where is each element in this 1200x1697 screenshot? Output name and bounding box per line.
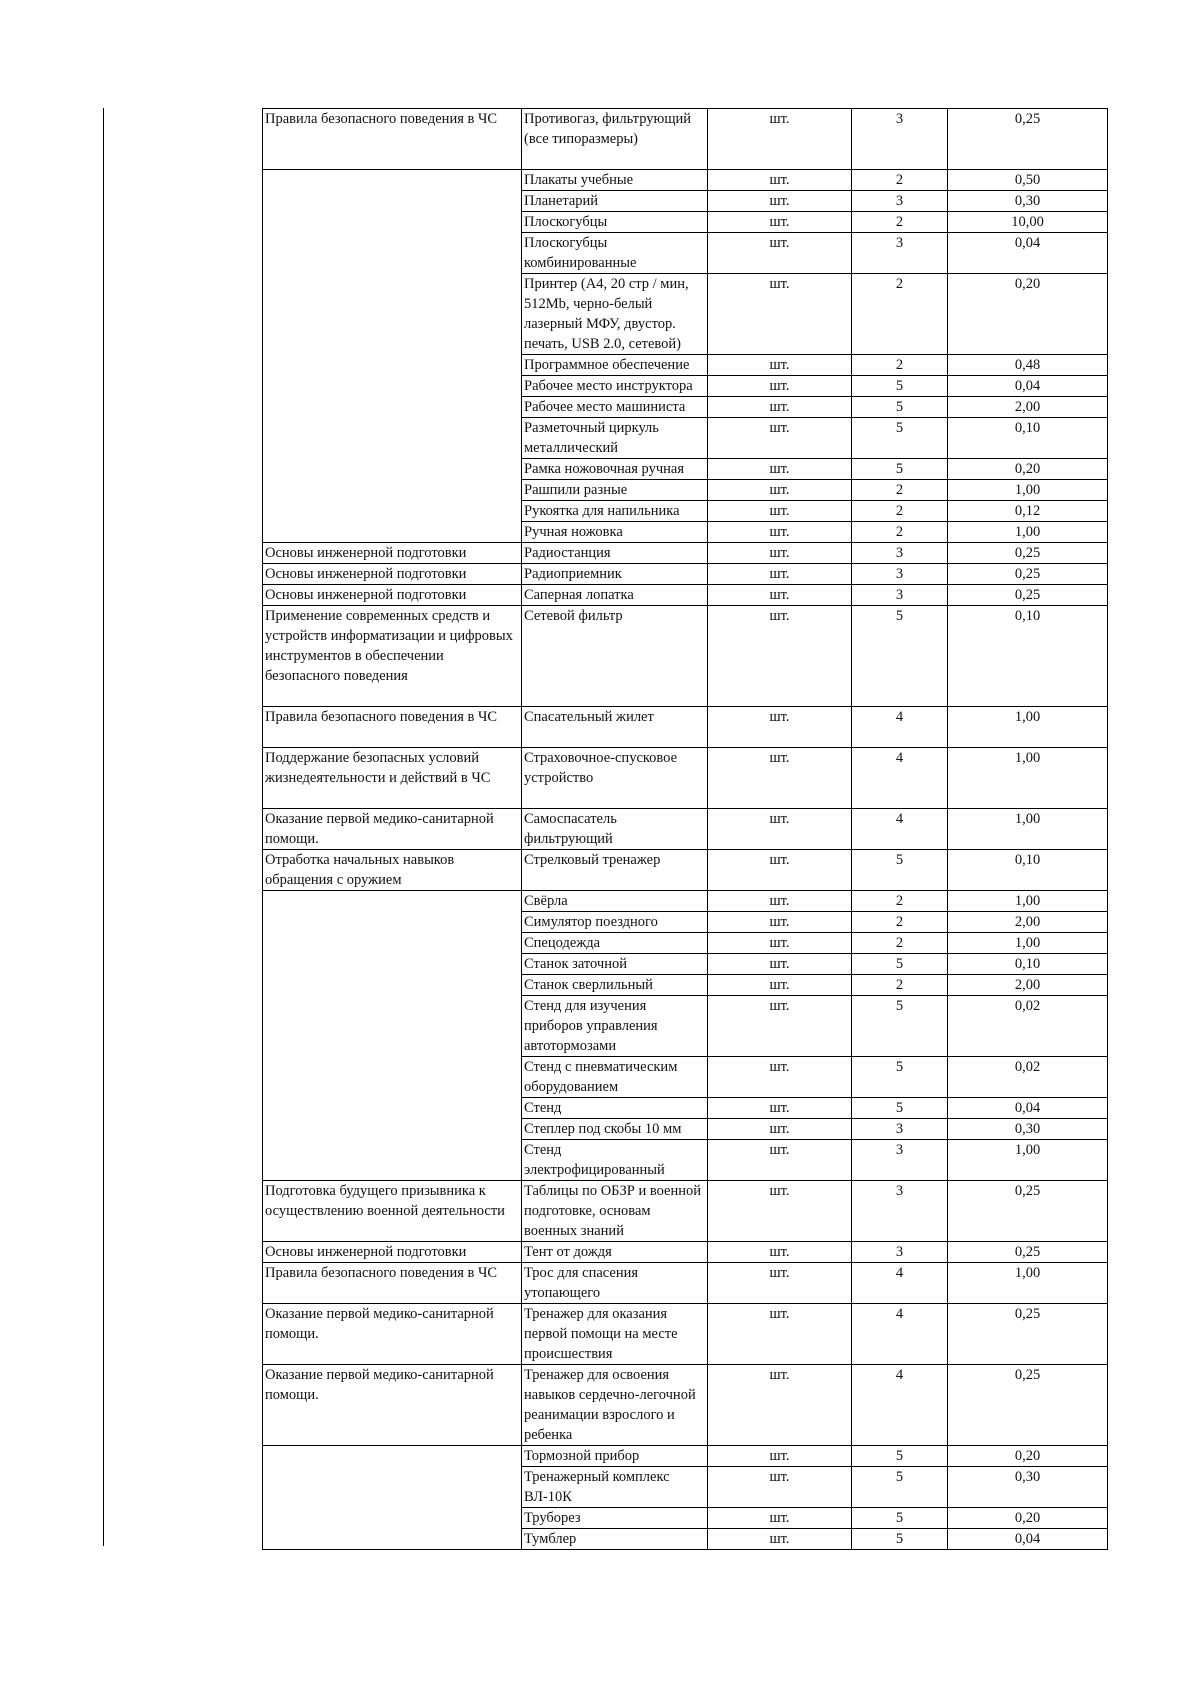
unit-cell: шт. xyxy=(708,522,852,543)
item-name-cell: Рукоятка для напильника xyxy=(522,501,708,522)
value-cell: 0,10 xyxy=(948,606,1108,707)
table-row xyxy=(263,850,1108,891)
unit-cell: шт. xyxy=(708,975,852,996)
section-cell: Оказание первой медико-санитарной помощи. xyxy=(263,1304,522,1365)
table-row xyxy=(263,543,1108,564)
value-cell: 2,00 xyxy=(948,397,1108,418)
value-cell: 1,00 xyxy=(948,933,1108,954)
table-row xyxy=(263,891,1108,912)
unit-cell: шт. xyxy=(708,1263,852,1304)
unit-cell: шт. xyxy=(708,274,852,355)
quantity-cell: 3 xyxy=(852,585,948,606)
item-name-cell: Рашпили разные xyxy=(522,480,708,501)
item-name-cell: Тормозной прибор xyxy=(522,1446,708,1467)
section-cell: Применение современных средств и устройств информатизации и цифровых инструментов в обеспечении безопасного поведения xyxy=(263,606,522,707)
section-cell: Правила безопасного поведения в ЧС xyxy=(263,707,522,748)
section-cell: Оказание первой медико-санитарной помощи. xyxy=(263,1365,522,1446)
table-row xyxy=(263,1304,1108,1365)
quantity-cell: 5 xyxy=(852,1529,948,1550)
unit-cell: шт. xyxy=(708,1529,852,1550)
quantity-cell: 5 xyxy=(852,376,948,397)
item-name-cell: Плоскогубцы комбинированные xyxy=(522,233,708,274)
item-name-cell: Тренажер для оказания первой помощи на месте происшествия xyxy=(522,1304,708,1365)
item-name-cell: Стенд с пневматическим оборудованием xyxy=(522,1057,708,1098)
item-name-cell: Таблицы по ОБЗР и военной подготовке, основам военных знаний xyxy=(522,1181,708,1242)
unit-cell: шт. xyxy=(708,748,852,809)
item-name-cell: Тренажерный комплекс ВЛ-10К xyxy=(522,1467,708,1508)
item-name-cell: Планетарий xyxy=(522,191,708,212)
unit-cell: шт. xyxy=(708,191,852,212)
value-cell: 0,25 xyxy=(948,1181,1108,1242)
quantity-cell: 5 xyxy=(852,1446,948,1467)
quantity-cell: 4 xyxy=(852,748,948,809)
unit-cell: шт. xyxy=(708,501,852,522)
table-row xyxy=(263,748,1108,809)
item-name-cell: Сетевой фильтр xyxy=(522,606,708,707)
quantity-cell: 5 xyxy=(852,397,948,418)
unit-cell: шт. xyxy=(708,1446,852,1467)
quantity-cell: 5 xyxy=(852,418,948,459)
value-cell: 1,00 xyxy=(948,480,1108,501)
item-name-cell: Свёрла xyxy=(522,891,708,912)
quantity-cell: 5 xyxy=(852,996,948,1057)
unit-cell: шт. xyxy=(708,1057,852,1098)
unit-cell: шт. xyxy=(708,891,852,912)
unit-cell: шт. xyxy=(708,480,852,501)
quantity-cell: 5 xyxy=(852,606,948,707)
section-cell: Основы инженерной подготовки xyxy=(263,1242,522,1263)
item-name-cell: Плакаты учебные xyxy=(522,170,708,191)
table-row xyxy=(263,606,1108,707)
value-cell: 0,20 xyxy=(948,1508,1108,1529)
value-cell: 1,00 xyxy=(948,891,1108,912)
quantity-cell: 2 xyxy=(852,933,948,954)
value-cell: 1,00 xyxy=(948,1263,1108,1304)
section-cell xyxy=(263,891,522,1181)
item-name-cell: Рамка ножовочная ручная xyxy=(522,459,708,480)
unit-cell: шт. xyxy=(708,1140,852,1181)
quantity-cell: 3 xyxy=(852,109,948,170)
table-row xyxy=(263,109,1108,170)
unit-cell: шт. xyxy=(708,1242,852,1263)
unit-cell: шт. xyxy=(708,212,852,233)
unit-cell: шт. xyxy=(708,355,852,376)
quantity-cell: 3 xyxy=(852,543,948,564)
value-cell: 0,25 xyxy=(948,564,1108,585)
value-cell: 0,30 xyxy=(948,1467,1108,1508)
unit-cell: шт. xyxy=(708,1467,852,1508)
table-row xyxy=(263,1263,1108,1304)
table-row xyxy=(263,170,1108,191)
quantity-cell: 5 xyxy=(852,850,948,891)
value-cell: 0,04 xyxy=(948,1529,1108,1550)
section-cell: Основы инженерной подготовки xyxy=(263,543,522,564)
value-cell: 0,10 xyxy=(948,850,1108,891)
quantity-cell: 3 xyxy=(852,1140,948,1181)
value-cell: 0,02 xyxy=(948,1057,1108,1098)
item-name-cell: Радиоприемник xyxy=(522,564,708,585)
section-cell: Отработка начальных навыков обращения с оружием xyxy=(263,850,522,891)
unit-cell: шт. xyxy=(708,933,852,954)
section-cell: Оказание первой медико-санитарной помощи. xyxy=(263,809,522,850)
item-name-cell: Трос для спасения утопающего xyxy=(522,1263,708,1304)
item-name-cell: Рабочее место машиниста xyxy=(522,397,708,418)
value-cell: 1,00 xyxy=(948,1140,1108,1181)
unit-cell: шт. xyxy=(708,170,852,191)
section-cell xyxy=(263,170,522,543)
unit-cell: шт. xyxy=(708,1304,852,1365)
quantity-cell: 2 xyxy=(852,501,948,522)
quantity-cell: 5 xyxy=(852,1057,948,1098)
value-cell: 10,00 xyxy=(948,212,1108,233)
value-cell: 2,00 xyxy=(948,975,1108,996)
unit-cell: шт. xyxy=(708,996,852,1057)
item-name-cell: Ручная ножовка xyxy=(522,522,708,543)
section-cell xyxy=(263,1446,522,1550)
quantity-cell: 5 xyxy=(852,1098,948,1119)
unit-cell: шт. xyxy=(708,109,852,170)
value-cell: 0,04 xyxy=(948,1098,1108,1119)
unit-cell: шт. xyxy=(708,850,852,891)
item-name-cell: Стрелковый тренажер xyxy=(522,850,708,891)
inventory-table xyxy=(262,108,1108,1550)
unit-cell: шт. xyxy=(708,376,852,397)
value-cell: 0,20 xyxy=(948,459,1108,480)
value-cell: 0,25 xyxy=(948,585,1108,606)
table-row xyxy=(263,585,1108,606)
table-row xyxy=(263,1365,1108,1446)
quantity-cell: 5 xyxy=(852,459,948,480)
quantity-cell: 2 xyxy=(852,912,948,933)
quantity-cell: 2 xyxy=(852,274,948,355)
value-cell: 0,48 xyxy=(948,355,1108,376)
item-name-cell: Спасательный жилет xyxy=(522,707,708,748)
value-cell: 0,12 xyxy=(948,501,1108,522)
quantity-cell: 2 xyxy=(852,212,948,233)
quantity-cell: 3 xyxy=(852,233,948,274)
value-cell: 0,20 xyxy=(948,1446,1108,1467)
unit-cell: шт. xyxy=(708,1365,852,1446)
item-name-cell: Радиостанция xyxy=(522,543,708,564)
quantity-cell: 2 xyxy=(852,522,948,543)
quantity-cell: 4 xyxy=(852,809,948,850)
value-cell: 0,25 xyxy=(948,1365,1108,1446)
quantity-cell: 2 xyxy=(852,170,948,191)
quantity-cell: 2 xyxy=(852,975,948,996)
unit-cell: шт. xyxy=(708,912,852,933)
item-name-cell: Рабочее место инструктора xyxy=(522,376,708,397)
quantity-cell: 2 xyxy=(852,891,948,912)
quantity-cell: 3 xyxy=(852,1242,948,1263)
item-name-cell: Противогаз, фильтрующий (все типоразмеры) xyxy=(522,109,708,170)
item-name-cell: Тренажер для освоения навыков сердечно-легочной реанимации взрослого и ребенка xyxy=(522,1365,708,1446)
item-name-cell: Стенд для изучения приборов управления автотормозами xyxy=(522,996,708,1057)
value-cell: 0,25 xyxy=(948,543,1108,564)
section-cell: Правила безопасного поведения в ЧС xyxy=(263,1263,522,1304)
value-cell: 0,30 xyxy=(948,191,1108,212)
unit-cell: шт. xyxy=(708,459,852,480)
value-cell: 1,00 xyxy=(948,522,1108,543)
unit-cell: шт. xyxy=(708,954,852,975)
quantity-cell: 3 xyxy=(852,1181,948,1242)
item-name-cell: Тент от дождя xyxy=(522,1242,708,1263)
value-cell: 0,25 xyxy=(948,1304,1108,1365)
value-cell: 2,00 xyxy=(948,912,1108,933)
item-name-cell: Программное обеспечение xyxy=(522,355,708,376)
section-cell: Подготовка будущего призывника к осуществлению военной деятельности xyxy=(263,1181,522,1242)
unit-cell: шт. xyxy=(708,397,852,418)
item-name-cell: Станок сверлильный xyxy=(522,975,708,996)
table-row xyxy=(263,1181,1108,1242)
quantity-cell: 5 xyxy=(852,1508,948,1529)
unit-cell: шт. xyxy=(708,1181,852,1242)
value-cell: 0,25 xyxy=(948,1242,1108,1263)
quantity-cell: 5 xyxy=(852,954,948,975)
unit-cell: шт. xyxy=(708,585,852,606)
table-row xyxy=(263,809,1108,850)
item-name-cell: Спецодежда xyxy=(522,933,708,954)
item-name-cell: Разметочный циркуль металлический xyxy=(522,418,708,459)
unit-cell: шт. xyxy=(708,1508,852,1529)
value-cell: 1,00 xyxy=(948,707,1108,748)
table-row xyxy=(263,1446,1108,1467)
quantity-cell: 4 xyxy=(852,1263,948,1304)
unit-cell: шт. xyxy=(708,707,852,748)
quantity-cell: 3 xyxy=(852,1119,948,1140)
unit-cell: шт. xyxy=(708,233,852,274)
value-cell: 1,00 xyxy=(948,809,1108,850)
item-name-cell: Тумблер xyxy=(522,1529,708,1550)
table-row xyxy=(263,564,1108,585)
unit-cell: шт. xyxy=(708,418,852,459)
value-cell: 0,04 xyxy=(948,233,1108,274)
item-name-cell: Станок заточной xyxy=(522,954,708,975)
item-name-cell: Труборез xyxy=(522,1508,708,1529)
quantity-cell: 4 xyxy=(852,707,948,748)
table-row xyxy=(263,707,1108,748)
value-cell: 0,04 xyxy=(948,376,1108,397)
value-cell: 0,30 xyxy=(948,1119,1108,1140)
quantity-cell: 2 xyxy=(852,355,948,376)
unit-cell: шт. xyxy=(708,564,852,585)
quantity-cell: 5 xyxy=(852,1467,948,1508)
section-cell: Основы инженерной подготовки xyxy=(263,585,522,606)
unit-cell: шт. xyxy=(708,1119,852,1140)
value-cell: 0,02 xyxy=(948,996,1108,1057)
item-name-cell: Стенд xyxy=(522,1098,708,1119)
section-cell: Поддержание безопасных условий жизнедеятельности и действий в ЧС xyxy=(263,748,522,809)
value-cell: 0,10 xyxy=(948,954,1108,975)
item-name-cell: Степлер под скобы 10 мм xyxy=(522,1119,708,1140)
item-name-cell: Страховочное-спусковое устройство xyxy=(522,748,708,809)
section-cell: Основы инженерной подготовки xyxy=(263,564,522,585)
quantity-cell: 2 xyxy=(852,480,948,501)
table-row xyxy=(263,1242,1108,1263)
unit-cell: шт. xyxy=(708,809,852,850)
value-cell: 1,00 xyxy=(948,748,1108,809)
value-cell: 0,25 xyxy=(948,109,1108,170)
item-name-cell: Самоспасатель фильтрующий xyxy=(522,809,708,850)
item-name-cell: Плоскогубцы xyxy=(522,212,708,233)
value-cell: 0,10 xyxy=(948,418,1108,459)
quantity-cell: 3 xyxy=(852,564,948,585)
quantity-cell: 3 xyxy=(852,191,948,212)
value-cell: 0,50 xyxy=(948,170,1108,191)
quantity-cell: 4 xyxy=(852,1365,948,1446)
item-name-cell: Симулятор поездного xyxy=(522,912,708,933)
quantity-cell: 4 xyxy=(852,1304,948,1365)
unit-cell: шт. xyxy=(708,606,852,707)
section-cell: Правила безопасного поведения в ЧС xyxy=(263,109,522,170)
unit-cell: шт. xyxy=(708,543,852,564)
left-margin-rule xyxy=(103,108,104,1546)
unit-cell: шт. xyxy=(708,1098,852,1119)
item-name-cell: Стенд электрофицированный xyxy=(522,1140,708,1181)
value-cell: 0,20 xyxy=(948,274,1108,355)
item-name-cell: Принтер (А4, 20 стр / мин, 512Mb, черно-белый лазерный МФУ, двустор. печать, USB 2.0, сетевой) xyxy=(522,274,708,355)
item-name-cell: Саперная лопатка xyxy=(522,585,708,606)
